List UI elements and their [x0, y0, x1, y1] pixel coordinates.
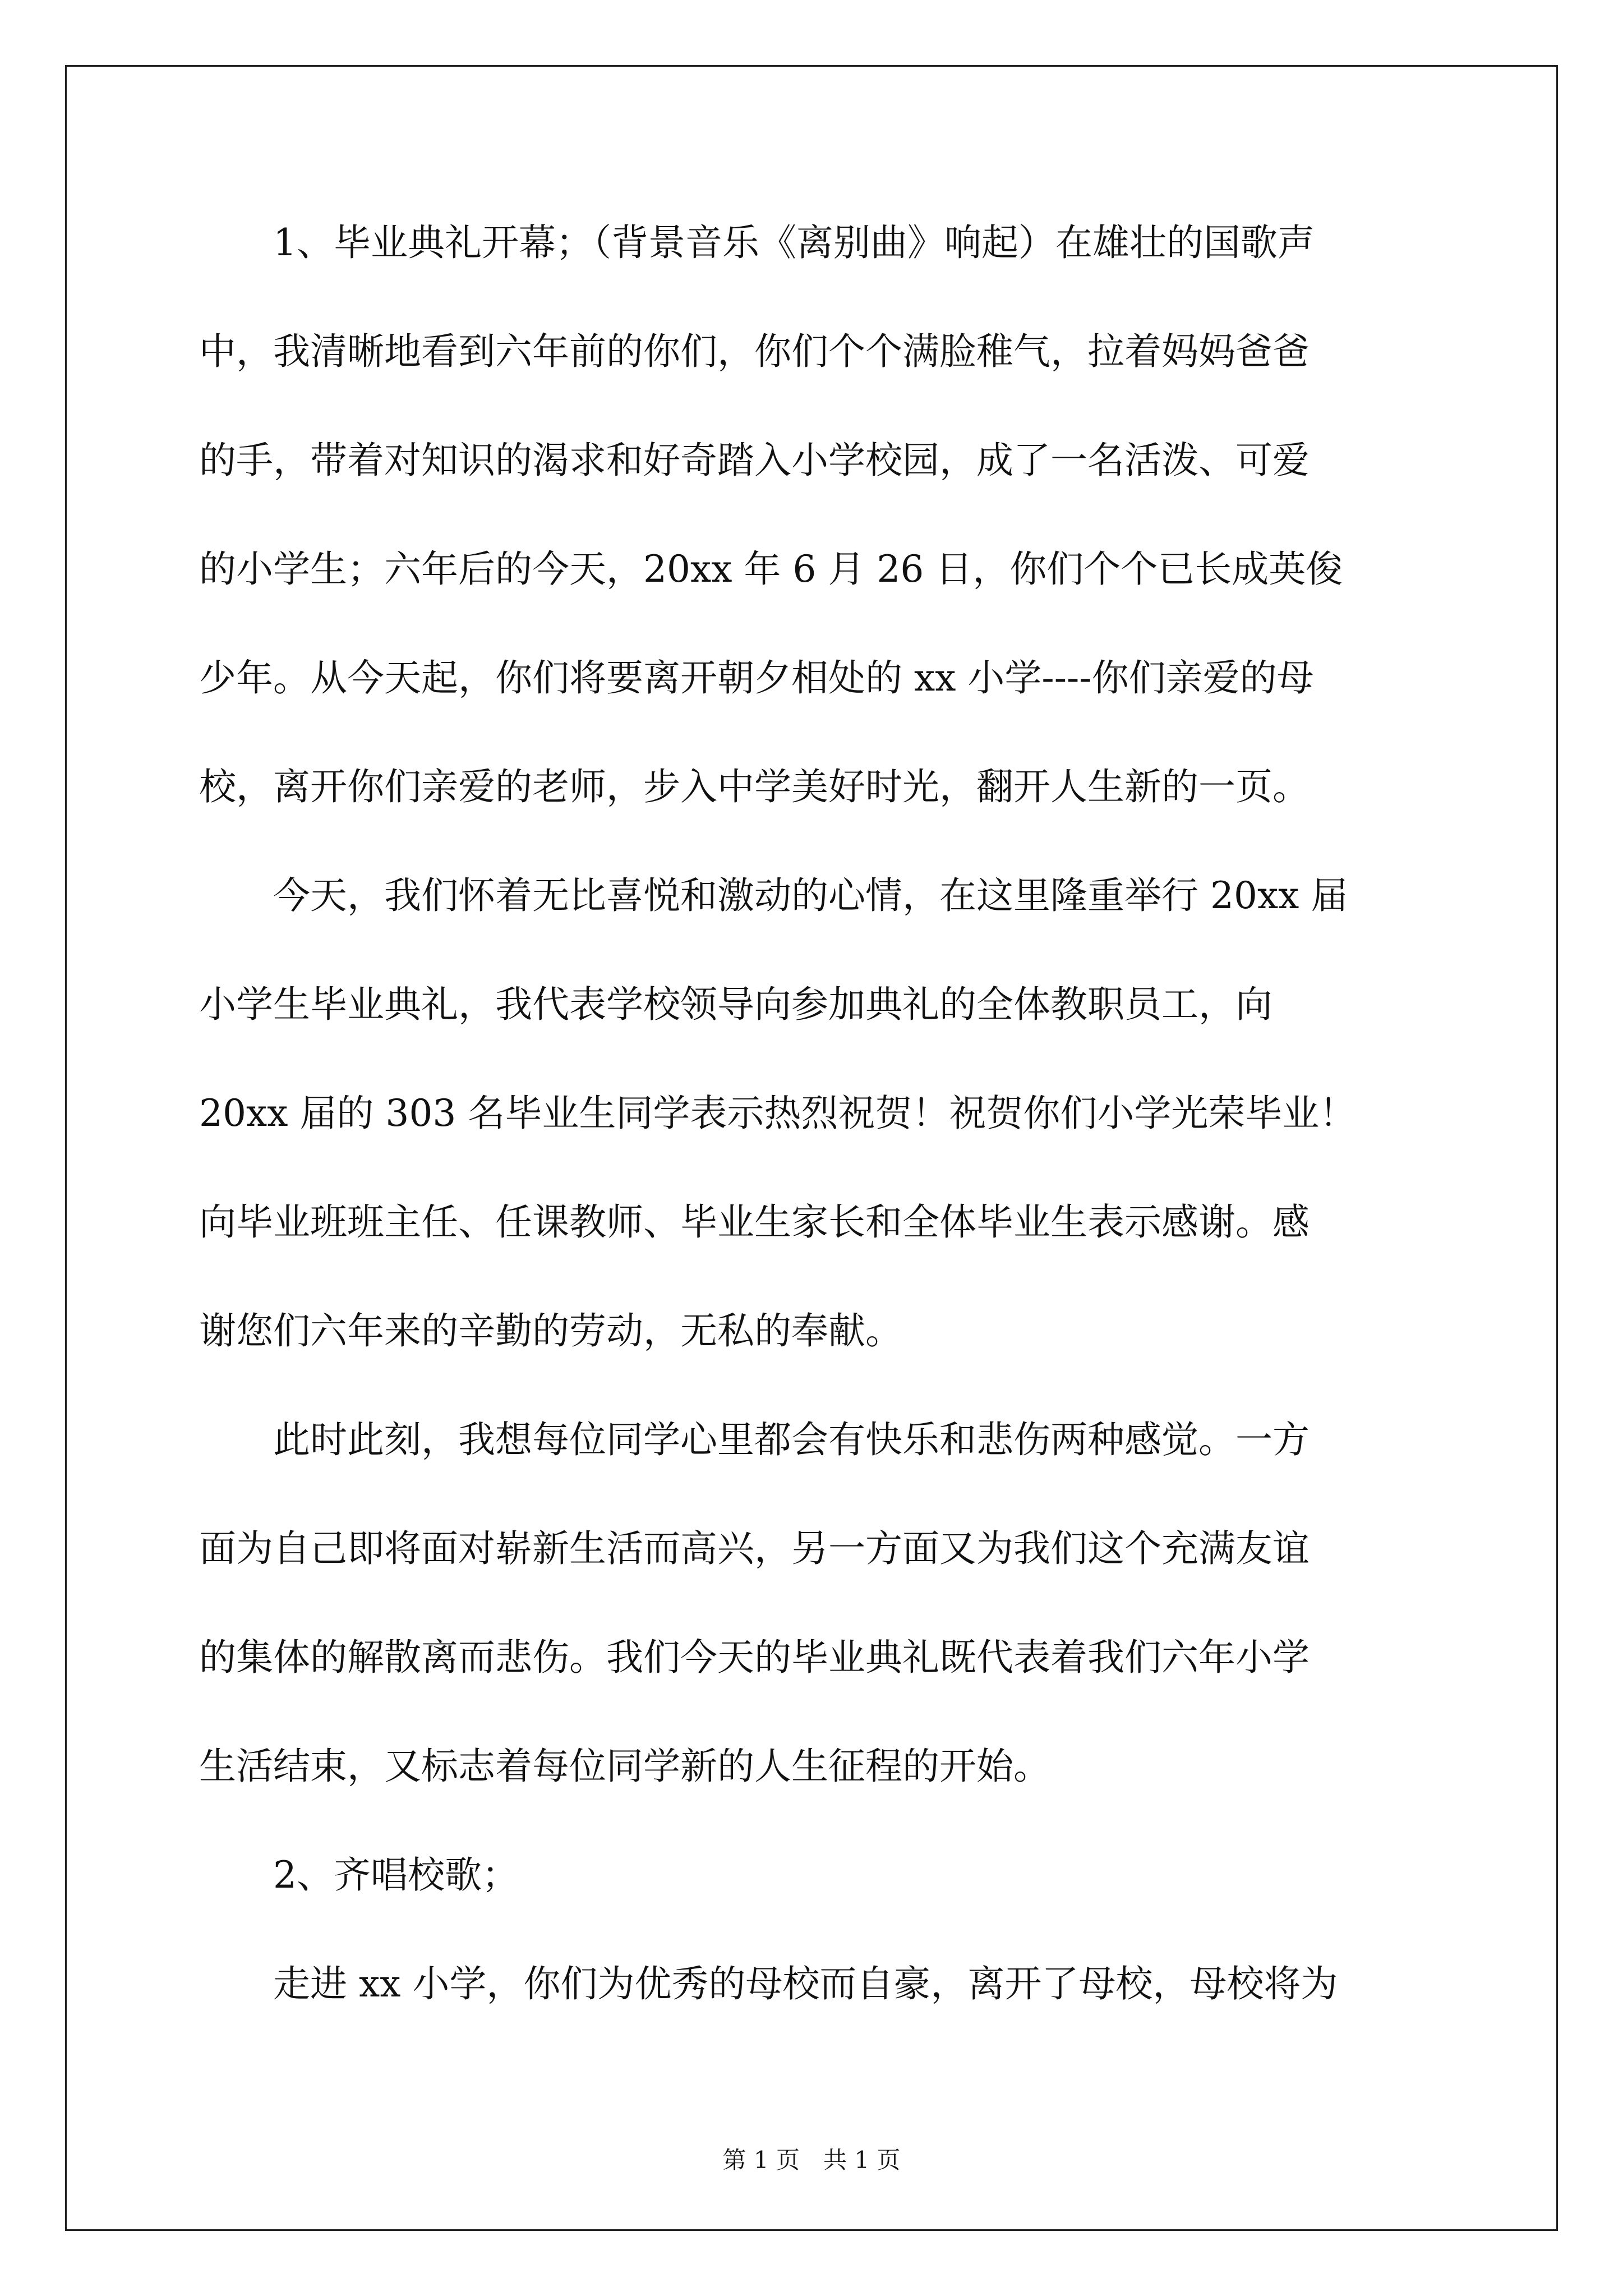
text-line: 的手，带着对知识的渴求和好奇踏入小学校园，成了一名活泼、可爱: [199, 439, 1310, 482]
document-body: [199, 218, 1427, 2068]
text-line: 中，我清晰地看到六年前的你们，你们个个满脸稚气，拉着妈妈爸爸: [199, 330, 1310, 373]
text-line: 2、齐唱校歌；: [199, 1853, 519, 1897]
text-line: 向毕业班班主任、任课教师、毕业生家长和全体毕业生表示感谢。感: [199, 1200, 1310, 1244]
text-line: 20xx 届的 303 名毕业生同学表示热烈祝贺！祝贺你们小学光荣毕业！: [199, 1092, 1357, 1135]
text-line: 1、毕业典礼开幕；（背景音乐《离别曲》响起）在雄壮的国歌声: [199, 221, 1315, 264]
text-line: 的集体的解散离而悲伤。我们今天的毕业典礼既代表着我们六年小学: [199, 1636, 1310, 1679]
page-footer: 第 1 页 共 1 页: [722, 2146, 901, 2174]
text-line: 少年。从今天起，你们将要离开朝夕相处的 xx 小学----你们亲爱的母: [199, 656, 1314, 700]
text-line: 生活结束，又标志着每位同学新的人生征程的开始。: [199, 1745, 1050, 1788]
text-line: 今天，我们怀着无比喜悦和激动的心情，在这里隆重举行 20xx 届: [199, 874, 1348, 917]
text-line: 面为自己即将面对崭新生活而高兴，另一方面又为我们这个充满友谊: [199, 1527, 1310, 1570]
text-line: 谢您们六年来的辛勤的劳动，无私的奉献。: [199, 1309, 902, 1352]
text-line: 小学生毕业典礼，我代表学校领导向参加典礼的全体教职员工，向: [199, 983, 1272, 1026]
text-line: 的小学生；六年后的今天，20xx 年 6 月 26 日，你们个个已长成英俊: [199, 547, 1343, 591]
text-line: 此时此刻，我想每位同学心里都会有快乐和悲伤两种感觉。一方: [199, 1418, 1310, 1461]
text-line: 校，离开你们亲爱的老师，步入中学美好时光，翻开人生新的一页。: [199, 765, 1310, 808]
text-line: 走进 xx 小学，你们为优秀的母校而自豪，离开了母校，母校将为: [199, 1962, 1338, 2005]
